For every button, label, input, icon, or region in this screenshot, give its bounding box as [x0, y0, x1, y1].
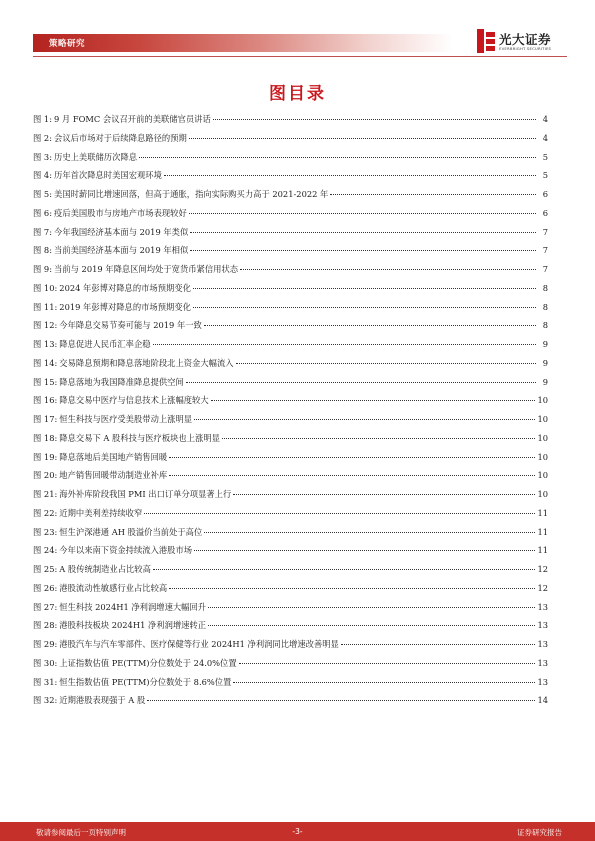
page-ref: 14 [537, 695, 548, 706]
dot-leader [208, 607, 535, 608]
figure-title: 交易降息预期和降息落地阶段北上资金大幅流入 [59, 357, 234, 368]
page-ref: 10 [537, 432, 548, 443]
page-ref: 12 [537, 564, 548, 574]
toc-entry[interactable] [33, 110, 548, 129]
figure-number: 图 22: [33, 507, 58, 518]
dot-leader [139, 157, 536, 158]
figure-title: 当前与 2019 年降息区间均处于宽货币紧信用状态 [54, 264, 239, 274]
dot-leader [213, 119, 536, 120]
page-ref: 8 [542, 320, 548, 331]
toc-entry[interactable] [33, 485, 548, 504]
figure-number: 图 21: [33, 489, 58, 499]
company-logo [477, 29, 567, 55]
figure-title: 会议后市场对于后续降息路径的预期 [54, 132, 187, 143]
page-ref: 13 [537, 657, 548, 668]
figure-number: 图 26: [33, 582, 58, 593]
dot-leader [147, 700, 535, 701]
toc-entry[interactable] [33, 185, 548, 204]
figure-number: 图 11: [33, 301, 58, 312]
dot-leader [211, 400, 536, 401]
toc-entry[interactable] [33, 129, 548, 148]
figure-title: 降息落地后美国地产销售回暖 [59, 451, 168, 462]
figure-number: 图 2: [33, 132, 53, 143]
page-ref: 8 [542, 282, 548, 293]
figure-number: 图 5: [33, 189, 53, 199]
figure-number: 图 28: [33, 620, 58, 631]
toc-entry[interactable] [33, 335, 548, 354]
figure-title: 疫后美国股市与房地产市场表现较好 [54, 207, 187, 218]
figure-number: 图 7: [33, 226, 53, 237]
toc-entry[interactable] [33, 166, 548, 185]
figure-title: 降息促进人民币汇率企稳 [59, 339, 151, 349]
page-ref: 11 [537, 545, 548, 556]
figure-title: 降息交易下 A 股科技与医疗板块也上涨明显 [59, 432, 220, 443]
dot-leader [189, 138, 536, 139]
dot-leader [233, 682, 535, 683]
page-ref: 6 [542, 189, 548, 199]
figure-number: 图 29: [33, 639, 58, 649]
dot-leader [190, 250, 536, 251]
page-ref: 13 [537, 620, 548, 631]
figure-number: 图 24: [33, 545, 58, 556]
toc-entry[interactable] [33, 598, 548, 617]
figure-number: 图 14: [33, 357, 58, 368]
figure-number: 图 16: [33, 395, 58, 406]
dot-leader [186, 382, 536, 383]
dot-leader [240, 269, 536, 270]
figure-title: 上证指数估值 PE(TTM)分位数处于 24.0%位置 [59, 657, 237, 668]
toc-entry[interactable] [33, 523, 548, 542]
page-number: -3- [292, 827, 303, 836]
figure-number: 图 27: [33, 601, 58, 612]
page-ref: 8 [542, 301, 548, 312]
figure-title: 近期港股表现强于 A 股 [59, 695, 146, 706]
figure-title: 恒生沪深港通 AH 股溢价当前处于高位 [59, 526, 203, 537]
dot-leader [239, 663, 536, 664]
toc-entry[interactable] [33, 260, 548, 279]
page-ref: 9 [542, 376, 548, 387]
page-ref: 4 [542, 114, 548, 124]
figure-title: 恒生科技 2024H1 净利润增速大幅回升 [59, 601, 207, 612]
figure-title: 当前美国经济基本面与 2019 年相似 [54, 245, 189, 256]
toc-entry[interactable] [33, 223, 548, 242]
figure-title: 港股科技板块 2024H1 净利润增速转正 [59, 620, 207, 631]
page-ref: 5 [542, 170, 548, 181]
page-ref: 9 [542, 357, 548, 368]
dot-leader [193, 307, 536, 308]
figure-number: 图 1: [33, 114, 53, 124]
page-ref: 4 [542, 132, 548, 143]
dot-leader [204, 532, 535, 533]
header-bar [33, 34, 453, 52]
page-ref: 7 [542, 264, 548, 274]
toc-entry[interactable] [33, 504, 548, 523]
figure-number: 图 31: [33, 676, 58, 687]
figure-number: 图 15: [33, 376, 58, 387]
figure-title: 2019 年彭博对降息的市场预期变化 [59, 301, 191, 312]
footer-disclaimer: 敬请参阅最后一页特别声明 [36, 828, 126, 837]
dot-leader [330, 194, 536, 195]
figure-number: 图 32: [33, 695, 58, 706]
page-ref: 13 [537, 676, 548, 687]
page-ref: 9 [542, 339, 548, 349]
figure-title: 恒生指数估值 PE(TTM)分位数处于 8.6%位置 [59, 676, 232, 687]
toc-entry[interactable] [33, 373, 548, 392]
dot-leader [222, 438, 536, 439]
dot-leader [144, 513, 535, 514]
figure-title: 历史上美联储历次降息 [54, 151, 137, 162]
figure-title: 美国时薪同比增速回落，但高于通胀，指向实际购买力高于 2021-2022 年 [54, 189, 329, 199]
figure-title: 今年以来南下资金持续流入港股市场 [59, 545, 193, 556]
dot-leader [208, 625, 535, 626]
toc-entry[interactable] [33, 241, 548, 260]
toc-entry[interactable] [33, 579, 548, 598]
figure-title: A 股传统制造业占比较高 [59, 564, 151, 574]
figure-number: 图 18: [33, 432, 58, 443]
dot-leader [153, 344, 536, 345]
figure-number: 图 12: [33, 320, 58, 331]
dot-leader [236, 363, 536, 364]
figure-title: 港股汽车与汽车零部件、医疗保健等行业 2024H1 净利润同比增速改善明显 [59, 639, 339, 649]
toc-entry[interactable] [33, 635, 548, 654]
figure-number: 图 3: [33, 151, 53, 162]
page-ref: 5 [542, 151, 548, 162]
page-ref: 7 [542, 226, 548, 237]
toc-entry[interactable] [33, 560, 548, 579]
page-ref: 11 [537, 526, 548, 537]
dot-leader [194, 550, 535, 551]
page-ref: 10 [537, 395, 548, 406]
page-ref: 10 [537, 470, 548, 481]
toc-entry[interactable] [33, 204, 548, 223]
header-divider [33, 56, 567, 57]
logo-text-en: EVERBRIGHT SECURITIES [499, 46, 552, 51]
figure-title: 历年首次降息时美国宏观环境 [54, 170, 162, 181]
figure-number: 图 9: [33, 264, 53, 274]
toc-entry[interactable] [33, 691, 548, 710]
figure-title: 恒生科技与医疗受美股带动上涨明显 [59, 414, 193, 424]
dot-leader [164, 175, 536, 176]
page-ref: 10 [537, 451, 548, 462]
toc-entry[interactable] [33, 673, 548, 692]
figure-title: 海外补库阶段我国 PMI 出口订单分项显著上行 [59, 489, 232, 499]
figure-number: 图 4: [33, 170, 53, 181]
toc-entry[interactable] [33, 429, 548, 448]
dot-leader [153, 569, 536, 570]
section-label: 策略研究 [49, 39, 86, 49]
footer-report-type: 证券研究报告 [517, 828, 562, 837]
page-ref: 10 [537, 414, 548, 424]
figure-number: 图 30: [33, 657, 58, 668]
dot-leader [341, 644, 536, 645]
figure-number: 图 13: [33, 339, 58, 349]
toc-entry[interactable] [33, 298, 548, 317]
page-ref: 13 [537, 639, 548, 649]
logo-mark-icon [477, 29, 495, 53]
figure-number: 图 6: [33, 207, 53, 218]
figure-number: 图 25: [33, 564, 58, 574]
toc-entry[interactable] [33, 279, 548, 298]
figure-title: 地产销售回暖带动制造业补库 [59, 470, 168, 481]
dot-leader [190, 232, 536, 233]
dot-leader [193, 288, 536, 289]
dot-leader [233, 494, 535, 495]
toc-entry[interactable] [33, 541, 548, 560]
figure-list [33, 110, 548, 710]
toc-entry[interactable] [33, 354, 548, 373]
page-title: 图目录 [269, 84, 326, 104]
page-ref: 13 [537, 601, 548, 612]
toc-entry[interactable] [33, 466, 548, 485]
toc-entry[interactable] [33, 616, 548, 635]
figure-title: 降息落地为我国降准降息提供空间 [59, 376, 184, 387]
figure-title: 降息交易中医疗与信息技术上涨幅度较大 [59, 395, 209, 406]
figure-title: 今年我国经济基本面与 2019 年类似 [54, 226, 189, 237]
dot-leader [169, 457, 535, 458]
page-ref: 6 [542, 207, 548, 218]
figure-number: 图 20: [33, 470, 58, 481]
toc-entry[interactable] [33, 148, 548, 167]
toc-entry[interactable] [33, 316, 548, 335]
toc-entry[interactable] [33, 448, 548, 467]
page-ref: 10 [537, 489, 548, 499]
dot-leader [169, 475, 535, 476]
logo-text-cn: 光大证券 [499, 32, 552, 47]
toc-entry[interactable] [33, 654, 548, 673]
dot-leader [194, 419, 535, 420]
dot-leader [189, 213, 536, 214]
toc-entry[interactable] [33, 410, 548, 429]
page-ref: 11 [537, 507, 548, 518]
dot-leader [204, 325, 536, 326]
figure-title: 2024 年彭博对降息的市场预期变化 [59, 282, 191, 293]
figure-title: 近期中美利差持续收窄 [59, 507, 143, 518]
figure-title: 港股流动性敏感行业占比较高 [59, 582, 168, 593]
figure-number: 图 19: [33, 451, 58, 462]
figure-title: 9 月 FOMC 会议召开前的美联储官员讲话 [54, 114, 211, 124]
page-ref: 12 [537, 582, 548, 593]
dot-leader [169, 588, 535, 589]
page-ref: 7 [542, 245, 548, 256]
figure-number: 图 10: [33, 282, 58, 293]
figure-number: 图 23: [33, 526, 58, 537]
figure-number: 图 17: [33, 414, 58, 424]
figure-number: 图 8: [33, 245, 53, 256]
figure-title: 今年降息交易节奏可能与 2019 年一致 [59, 320, 202, 331]
toc-entry[interactable] [33, 391, 548, 410]
